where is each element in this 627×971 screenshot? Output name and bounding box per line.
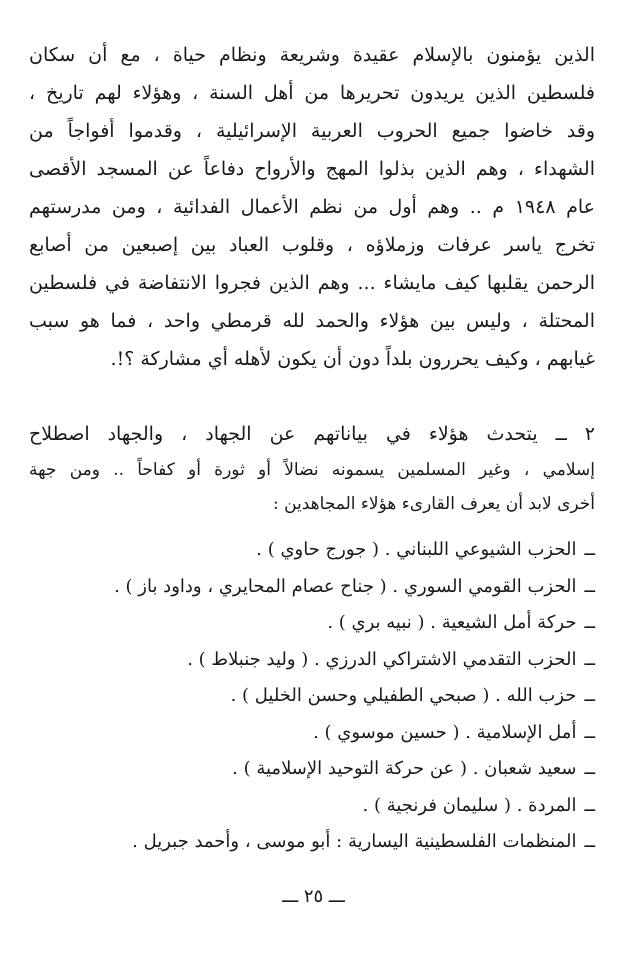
list-item <box>29 569 595 606</box>
list-dash: ــ <box>584 575 595 597</box>
list-item-text: حركة أمل الشيعية . ( نبيه بري ) . <box>327 612 577 633</box>
list-item-text: أمل الإسلامية . ( حسين موسوي ) . <box>313 721 577 743</box>
paragraph-line: فلسطين الذين يريدون تحريرها من أهل السنة ، وهؤلاء لهم تاريخ ، <box>29 82 595 104</box>
list-item-text: الحزب الشيوعي اللبناني . ( جورج حاوي ) . <box>256 539 577 560</box>
list-item-text: حزب الله . ( صبحي الطفيلي وحسن الخليل ) . <box>230 685 577 706</box>
list-item-text: سعيد شعبان . ( عن حركة التوحيد الإسلامية ) . <box>232 758 577 779</box>
list-item-text: الحزب القومي السوري . ( جناح عصام المحايري ، وداود باز ) . <box>114 575 577 597</box>
mujahideen-list <box>29 532 595 861</box>
paragraph-line: أخرى لابد أن يعرف القارىء هؤلاء المجاهدين : <box>272 494 595 514</box>
list-dash: ــ <box>584 685 595 706</box>
page-number: ـــ ٢٥ ـــ <box>282 886 345 907</box>
paragraph-line: الذين يؤمنون بالإسلام عقيدة وشريعة ونظام حياة ، مع أن سكان <box>29 44 595 66</box>
paragraph-line: ٢ ــ يتحدث هؤلاء في بياناتهم عن الجهاد ، والجهاد اصطلاح <box>29 423 595 445</box>
paragraph-line: غيابهم ، وكيف يحررون بلداً دون أن يكون لأهله أي مشاركة ؟!. <box>110 348 595 370</box>
paragraph-1 <box>29 36 595 378</box>
paragraph-line: عام ١٩٤٨ م .. وهم أول من نظم الأعمال الفدائية ، ومن مدرستهم <box>29 196 595 218</box>
list-item <box>29 678 595 715</box>
list-item <box>29 715 595 752</box>
list-dash: ــ <box>584 612 595 633</box>
paragraph-2 <box>29 415 595 521</box>
paragraph-line: الشهداء ، وهم الذين بذلوا المهج والأرواح دفاعاً عن المسجد الأقصى <box>29 158 595 180</box>
list-dash: ــ <box>584 794 595 816</box>
list-item-text: المنظمات الفلسطينية اليسارية : أبو موسى ، وأحمد جبريل . <box>132 831 577 852</box>
list-item <box>29 824 595 861</box>
list-item <box>29 532 595 569</box>
list-item <box>29 751 595 788</box>
paragraph-line: وقد خاضوا جميع الحروب العربية الإسرائيلية ، وقدموا أفواجاً من <box>29 120 595 142</box>
paragraph-line: المحتلة ، وليس بين هؤلاء والحمد لله قرمطي واحد ، فما هو سبب <box>29 310 595 332</box>
list-dash: ــ <box>584 831 595 852</box>
paragraph-line: الرحمن يقلبها كيف مايشاء ... وهم الذين فجروا الانتفاضة في فلسطين <box>29 272 595 294</box>
list-item <box>29 788 595 825</box>
list-dash: ــ <box>584 758 595 779</box>
list-item <box>29 642 595 679</box>
paragraph-line: تخرج ياسر عرفات وزملاؤه ، وقلوب العباد بين إصبعين من أصابع <box>29 234 595 256</box>
paragraph-line: إسلامي ، وغير المسلمين يسمونه نضالاً أو ثورة أو كفاحاً .. ومن جهة <box>29 460 595 480</box>
list-item <box>29 605 595 642</box>
list-item-text: المردة . ( سليمان فرنجية ) . <box>362 794 577 816</box>
list-item-text: الحزب التقدمي الاشتراكي الدرزي . ( وليد جنبلاط ) . <box>187 648 577 670</box>
list-dash: ــ <box>584 648 595 670</box>
list-dash: ــ <box>584 721 595 743</box>
list-dash: ــ <box>584 539 595 560</box>
